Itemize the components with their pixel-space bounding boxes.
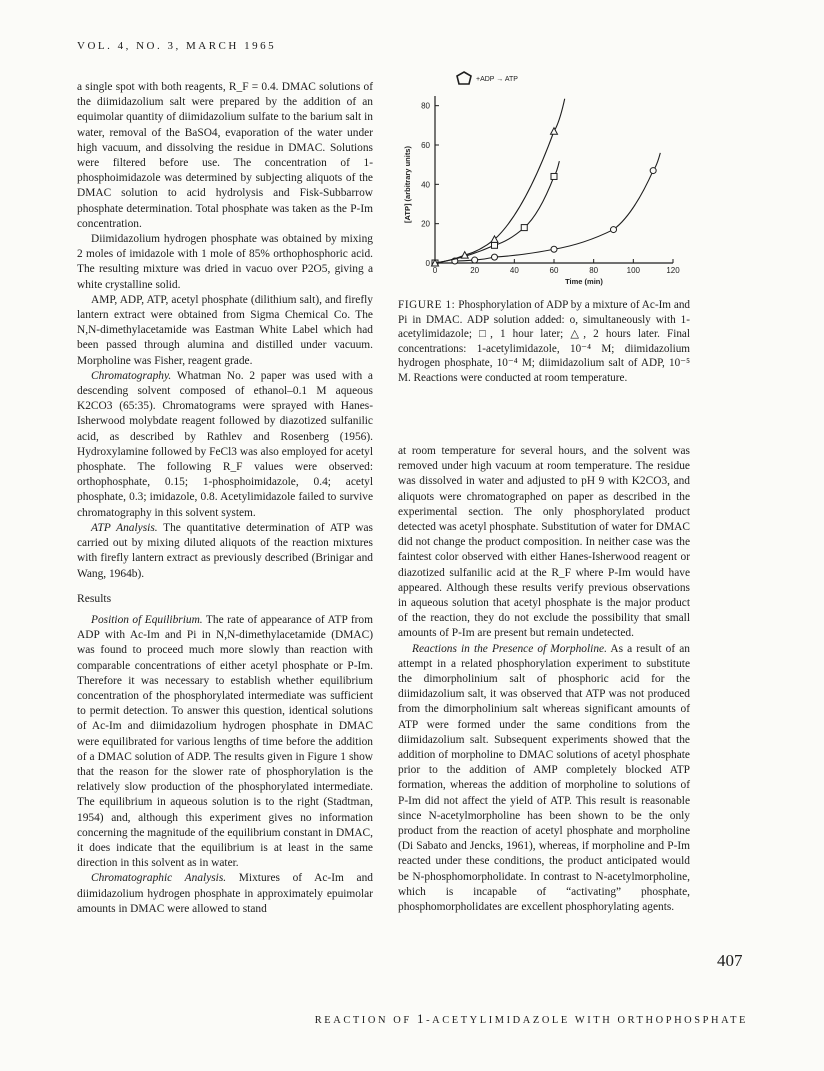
paragraph	[77, 871, 373, 917]
circle-marker	[472, 257, 478, 263]
atp-chart	[398, 60, 694, 294]
paragraph	[398, 642, 690, 916]
paragraph	[77, 521, 373, 582]
paragraph	[77, 369, 373, 521]
running-foot	[315, 1011, 748, 1027]
x-axis-label: Time (min)	[565, 277, 603, 286]
circle-marker	[492, 254, 498, 260]
circle-marker	[650, 168, 656, 174]
circle-marker	[551, 246, 557, 252]
x-tick-label: 40	[509, 266, 519, 275]
x-tick-label: 60	[549, 266, 559, 275]
y-tick-label: 80	[421, 101, 430, 111]
x-tick-label: 120	[666, 266, 680, 275]
run-in-heading: ATP Analysis.	[91, 521, 158, 534]
run-in-heading: Reactions in the Presence of Morpholine.	[412, 642, 607, 655]
x-tick-label: 100	[626, 266, 641, 275]
paragraph	[77, 80, 373, 232]
paragraph	[77, 232, 373, 293]
left-column	[77, 80, 373, 917]
run-in-heading: Position of Equilibrium.	[91, 613, 203, 626]
run-in-heading: Chromatographic Analysis.	[91, 872, 227, 885]
square-marker	[492, 242, 498, 248]
triangle-marker	[551, 128, 558, 135]
section-heading: Results	[77, 591, 112, 605]
paragraph-text: a single spot with both reagents, R_F = 0.4. DMAC solutions of the diimidazolium salt were prepared by the addition of an equimolar quantity of diimidazolium sulfate to the barium salt in water, removal of the BaSO4, evaporation of the water under high vacuum, and dissolving the residue in DMAC. Solutions were filtered before use. The concentration of 1-phosphoimidazole was determined by subjecting aliquots of the DMAC solution to acid hydrolysis and Fisk-Subbarrow phosphate determination. Total phosphate was taken as the P-Im concentration.	[77, 81, 373, 230]
square-marker	[551, 173, 557, 179]
square-marker	[521, 225, 527, 231]
paragraph	[398, 444, 690, 642]
page-number: 407	[717, 951, 743, 970]
paragraph-text: The rate of appearance of ATP from ADP with Ac-Im and Pi in N,N-dimethylacetamide (DMAC) was found to proceed much more slowly than reaction with comparable concentrations of either acetyl phosphate or P-Im. Therefore it was necessary to establish whether equilibrium concentration of the phosphorylated intermediate was sufficient to permit detection. To answer this question, identical solutions of Ac-Im and diimidazolium hydrogen phosphate in DMAC were equilibrated for various lengths of time before the addition of a DMAC solution of ADP. The results given in Figure 1 show that the reason for the slower rate of phosphorylation is the relatively slow production of the phosphorylated intermediate. The equilibrium in aqueous solution is to the right (Stadtman, 1954) and, although this experiment gives no information concerning the magnitude of the equilibrium constant in DMAC, it does indicate that the equilibrium is at least in the same direction in this solvent as in water.	[77, 613, 373, 870]
y-axis-label: [ATP] (arbitrary units)	[403, 146, 412, 223]
caption-label: FIGURE 1:	[398, 299, 456, 311]
paragraph-text: Whatman No. 2 paper was used with a descending solvent composed of ethanol–0.1 M aqueous K2CO3 (65:35). Chromatograms were sprayed with Hanes-Isherwood molybdate reagent followed by diazotized sulfanilic acid, as described by Rathlev and Rosenberg (1956). Hydroxylamine followed by FeCl3 was also employed for acetyl phosphate. The following R_F values were observed: orthophosphate, 0.15; 1-phosphoimidazole, 0.4; acetyl phosphate, 0.3; imidazole, 0.8. Acetylimidazole failed to survive chromatography in this solvent system.	[77, 369, 373, 519]
x-tick-label: 0	[432, 266, 438, 275]
running-foot-pre: REACTION OF	[314, 1015, 412, 1026]
scheme-text: +ADP → ATP	[476, 76, 518, 83]
x-tick-label: 80	[589, 266, 599, 275]
running-foot-mid: 1	[416, 1011, 427, 1026]
paragraph-text: The quantitative determination of ATP was carried out by mixing diluted aliquots of the reaction mixtures with firefly lantern extract as previously described (Brinigar and Wang, 1964b).	[77, 521, 373, 580]
run-in-heading: Chromatography.	[91, 369, 172, 382]
imidazole-ring-icon	[457, 72, 471, 84]
circle-marker	[611, 227, 617, 233]
x-tick-label: 20	[470, 266, 480, 275]
y-tick-label: 60	[421, 141, 430, 150]
right-column	[398, 444, 690, 915]
figure-1	[398, 60, 694, 294]
paragraph-text: Mixtures of Ac-Im and diimidazolium hydrogen phosphate in approximately epuimolar amounts in DMAC were allowed to stand	[77, 872, 373, 915]
series-curve	[435, 99, 565, 263]
paragraph	[77, 293, 373, 369]
y-tick-label: 40	[421, 180, 430, 190]
paragraph-text: Diimidazolium hydrogen phosphate was obtained by mixing 2 moles of imidazole with 1 mole of 85% orthophosphoric acid. The resulting mixture was dried in vacuo over P2O5, giving a white crystalline solid.	[77, 233, 373, 291]
paragraph-text: at room temperature for several hours, and the solvent was removed under high vacuum at room temperature. The residue was dissolved in water and adjusted to pH 9 with K2CO3, and aliquots were chromatographed on paper as described in the experimental section. The only phosphorylated product detected was acetyl phosphate. Substitution of water for DMAC did not change the product composition. In neither case was the faintest color observed with either Hanes-Isherwood reagent or diazotized sulfanilic acid at the R_F where P-Im would have appeared. Although these results verify previous observations in aqueous solution that acetyl phosphate is the major product of the reaction, they do not exclude the possibility that small amounts of P-Im are present but remain undetected.	[398, 445, 690, 640]
y-tick-label: 0	[425, 259, 430, 268]
running-foot-post: -ACETYLIMIDAZOLE WITH ORTHOPHOSPHATE	[426, 1015, 748, 1026]
paragraph-text: As a result of an attempt in a related phosphorylation experiment to substitute the dimorpholinium salt of phosphoric acid for the diimidazolium salt, it was observed that ATP was not produced from the dimorpholinium salt whereas significant amounts of ATP were formed under the same conditions from the diimidazolium salt. Subsequent experiments showed that the addition of morpholine to DMAC solutions of acetyl phosphate prior to the addition of AMP completely blocked ATP formation, whereas the addition of morpholine to solutions of P-Im did not affect the yield of ATP. This result is reasonable since N-acetylmorpholine has been shown to be the only product from the reaction of acetyl phosphate and morpholine (Di Sabato and Jencks, 1961), whereas, if morpholine and P-Im reacted under these conditions, the product anticipated would be N-phosphomorpholidate. In contrast to N-acetylmorpholine, which is incapable of “activating” phosphate, phosphomorpholidates are excellent phosphorylating agents.	[398, 642, 691, 914]
y-tick-label: 20	[421, 219, 430, 229]
paragraph	[77, 613, 373, 871]
paragraph-text: AMP, ADP, ATP, acetyl phosphate (dilithium salt), and firefly lantern extract were obtained from Sigma Chemical Co. The N,N-dimethylacetamide was Eastman White Label which had been passed through alumina and distilled under vacuum. Morpholine was Fisher, reagent grade.	[77, 293, 373, 367]
running-head: VOL. 4, NO. 3, MARCH 1965	[77, 40, 277, 52]
caption-text: Phosphorylation of ADP by a mixture of Ac-Im and Pi in DMAC. ADP solution added: o, simultaneously with 1-acetylimidazole; □, 1 hour later; △, 2 hours later. Final concentrations: 1-acetylimidazole, 10⁻⁴ M; diimidazolium hydrogen phosphate, 10⁻⁴ M; diimidazolium salt of ADP, 10⁻⁵ M. Reactions were conducted at room temperature.	[398, 299, 691, 384]
reaction-scheme	[457, 72, 518, 84]
figure-caption	[398, 298, 690, 386]
